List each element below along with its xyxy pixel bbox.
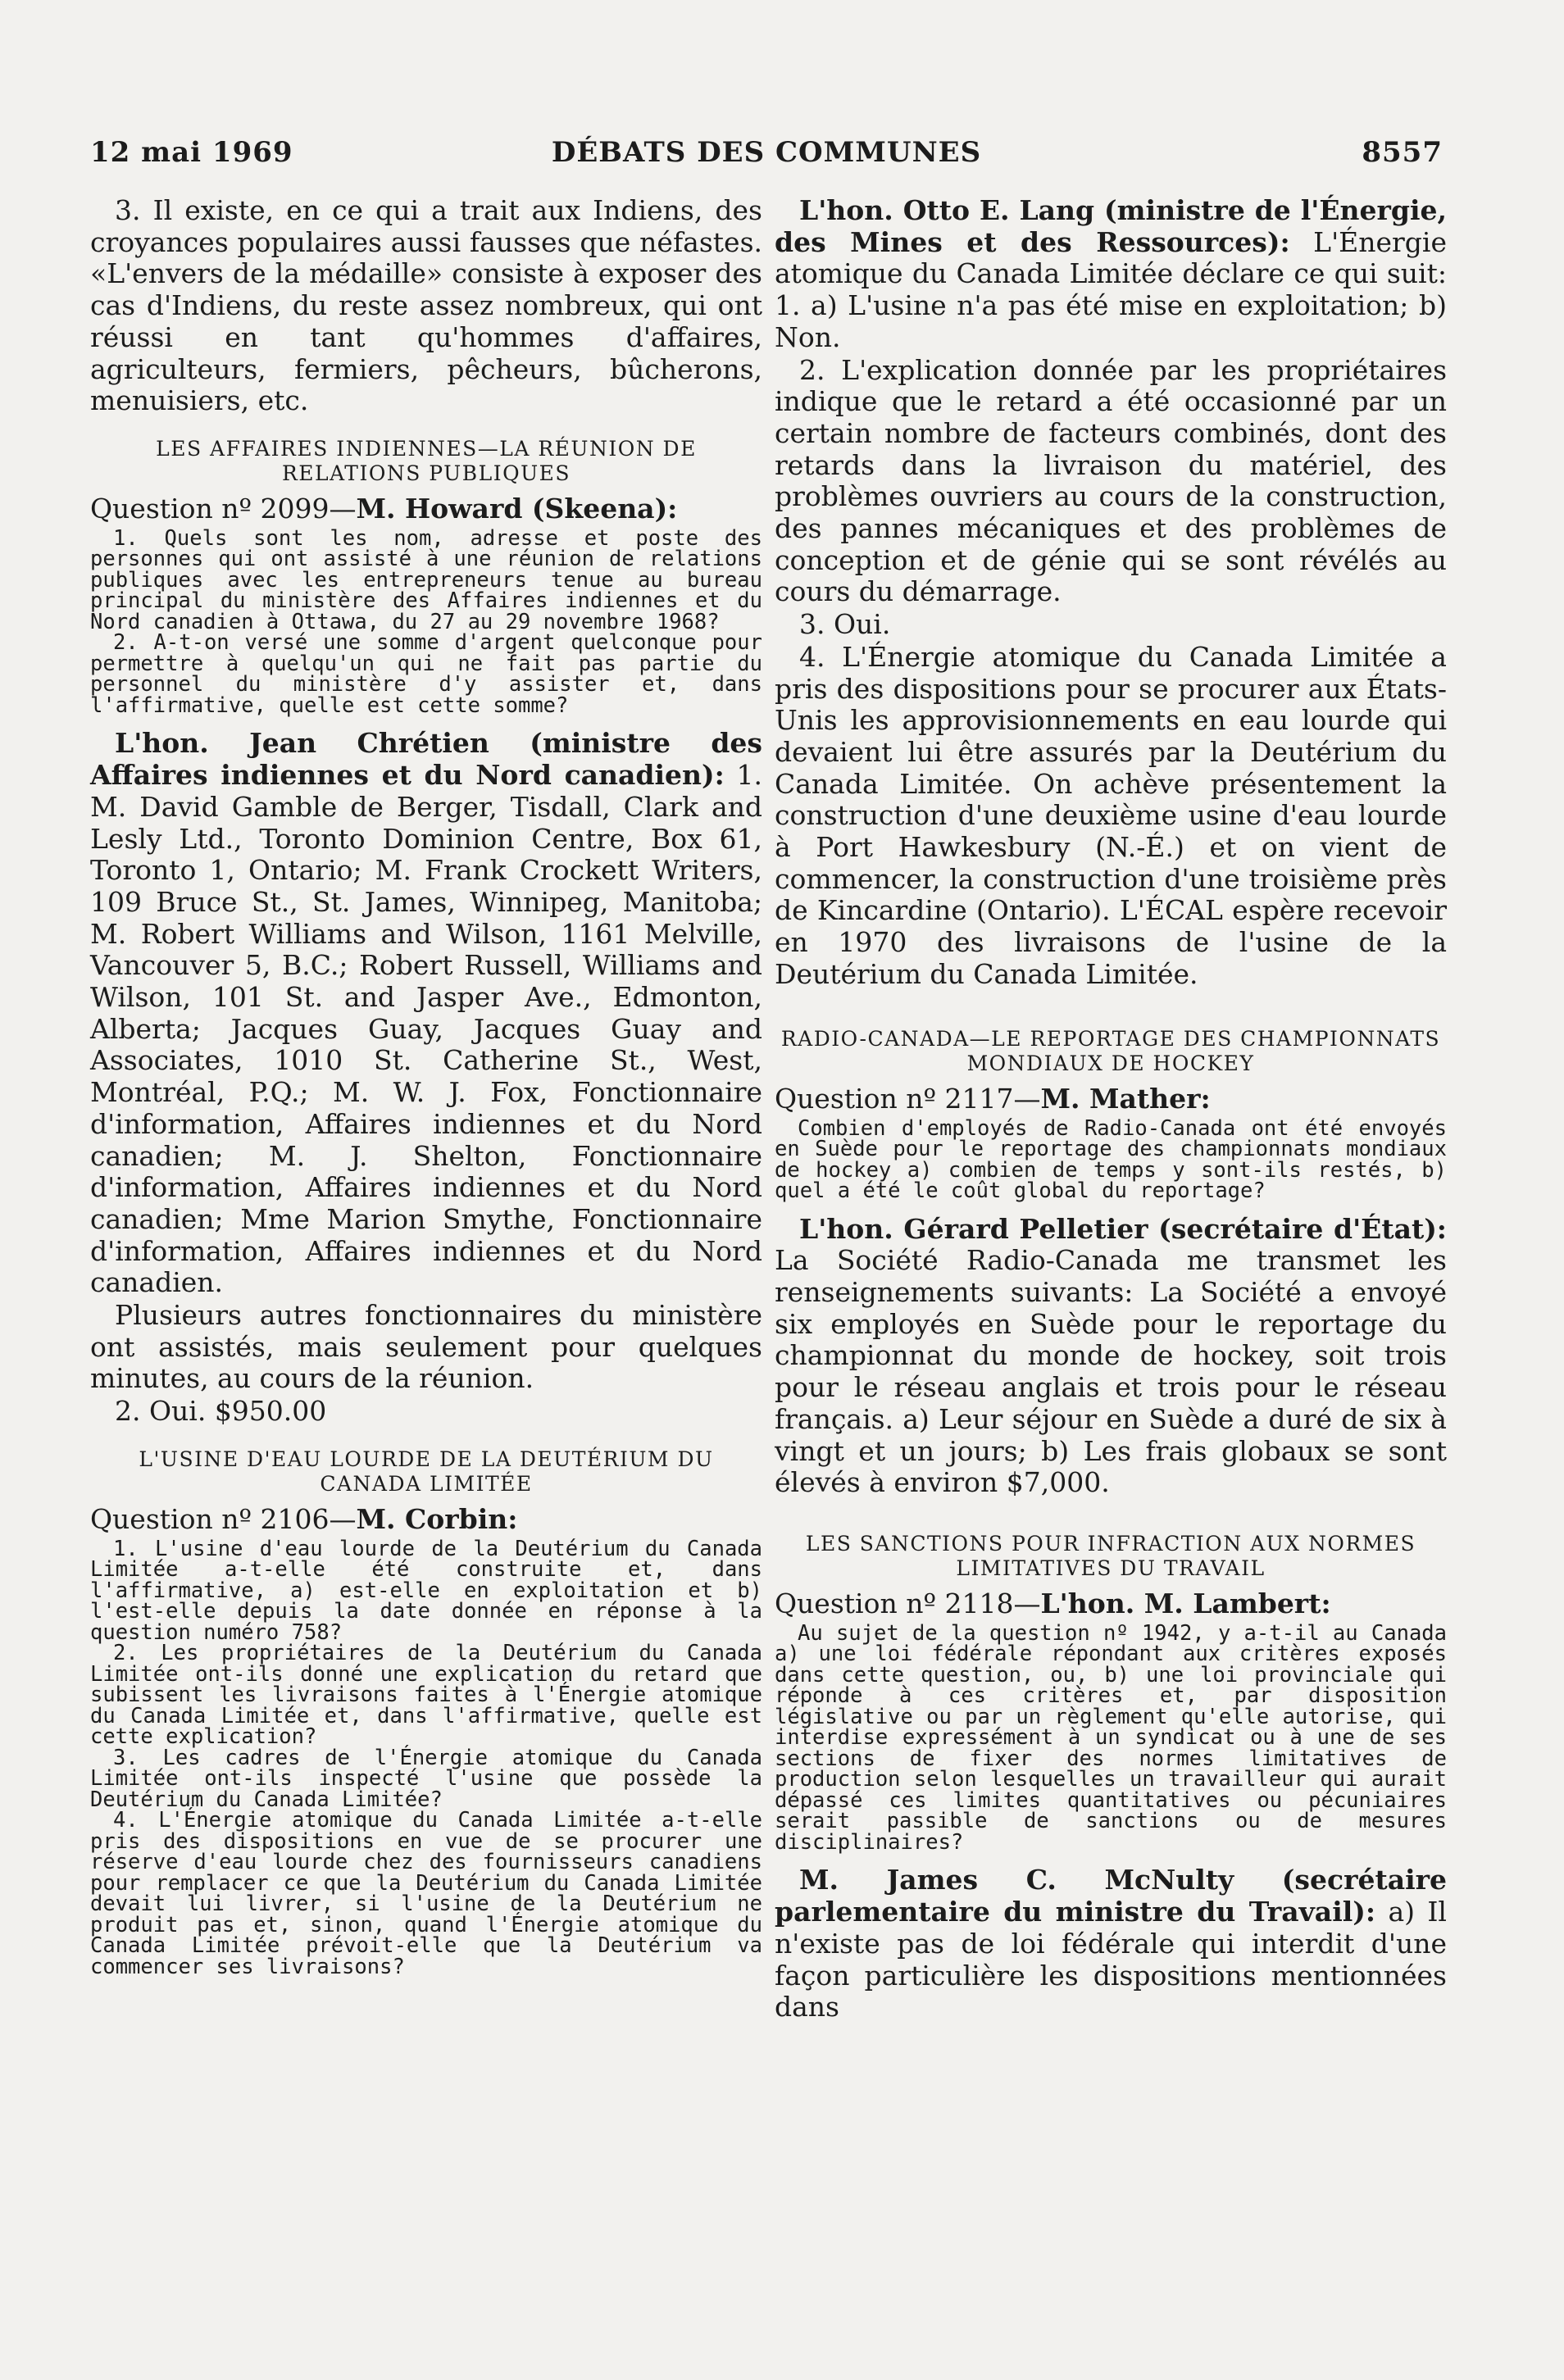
question-line (90, 493, 762, 525)
paragraph: 2. Oui. $950.00 (115, 1395, 327, 1428)
question-line (775, 1083, 1447, 1115)
question-label: Question nº 2106— (90, 1502, 357, 1535)
answer-speaker: L'hon. Gérard Pelletier (secrétaire d'État): (799, 1212, 1447, 1245)
answer-paragraph (775, 195, 1447, 354)
right-column (775, 195, 1447, 2024)
answer-text: La Société Radio-Canada me transmet les renseignements suivants: La Société a envoyé six employés en Suède pour le reportage du championnat du monde de hockey, soit trois pour le réseau anglais et trois pour le réseau français. a) Leur séjour en Suède a duré de six à vingt et un jours; b) Les frais globaux se sont élevés à environ $7,000. (775, 1244, 1447, 1499)
question-line (90, 1503, 762, 1536)
question-text: 4. L'Énergie atomique du Canada Limitée a-t-elle pris des dispositions en vue de se procurer une réserve d'eau lourde chez des fournisseurs canadiens pour remplacer ce que la Deutérium du Canada Limitée devait lui livrer, si l'usine de la Deutérium ne produit pas et, sinon, quand l'Énergie atomique du Canada Limitée prévoit-elle que la Deutérium va commencer ses livraisons? (90, 1808, 762, 1979)
question-label: Question nº 2099— (90, 492, 357, 525)
question-text: 1. L'usine d'eau lourde de la Deutérium du Canada Limitée a-t-elle été construite et, dans l'affirmative, a) est-elle en exploitation et b) l'est-elle depuis la date donnée en réponse à la question numéro 758? (90, 1536, 762, 1645)
question-member: M. Howard (Skeena): (356, 492, 678, 525)
answer-paragraph (90, 728, 762, 1299)
answer-speaker: L'hon. Otto E. Lang (ministre de l'Énergie, des Mines et des Ressources): (775, 194, 1447, 258)
paragraph: 4. L'Énergie atomique du Canada Limitée a pris des dispositions pour se procurer aux États-Unis les approvisionnements en eau lourde qui devaient lui être assurés par la Deutérium du Canada Limitée. On achève présentement la construction d'une deuxième usine d'eau lourde à Port Hawkesbury (N.-É.) et on vient de commencer, la construction d'une troisième près de Kincardine (Ontario). L'ÉCAL espère recevoir en 1970 des livraisons de l'usine de la Deutérium du Canada Limitée. (775, 640, 1447, 990)
question-label: Question nº 2117— (775, 1082, 1041, 1115)
question-label: Question nº 2118— (775, 1587, 1041, 1619)
question-member: L'hon. M. Lambert: (1040, 1587, 1331, 1619)
question-text: Au sujet de la question nº 1942, y a-t-il au Canada a) une loi fédérale répondant aux critères exposés dans cette question, ou, b) une loi provinciale qui réponde à ces critères et, par disposition législative ou par un règlement qu'elle autorise, qui interdise expressément à un syndicat ou à une de ses sections de fixer des normes limitatives de production selon lesquelles un travailleur qui aurait dépassé ces limites quantitatives ou pécuniaires serait passible de sanctions ou de mesures disciplinaires? (775, 1620, 1447, 1855)
section-heading: RADIO-CANADA—LE REPORTAGE DES CHAMPIONNATS MONDIAUX DE HOCKEY (780, 1026, 1441, 1075)
question-text: Combien d'employés de Radio-Canada ont été envoyés en Suède pour le reportage des championnats mondiaux de hockey a) combien de temps y sont-ils restés, b) quel a été le coût global du reportage? (775, 1115, 1447, 1204)
question-text: 2. Les propriétaires de la Deutérium du Canada Limitée ont-ils donné une explication du retard que subissent les livraisons faites à l'Énergie atomique du Canada Limitée et, dans l'affirmative, quelle est cette explication? (90, 1641, 762, 1750)
paragraph: 3. Il existe, en ce qui a trait aux Indiens, des croyances populaires aussi fausses que néfastes. «L'envers de la médaille» consiste à exposer des cas d'Indiens, du reste assez nombreux, qui ont réussi en tant qu'hommes d'affaires, agriculteurs, fermiers, pêcheurs, bûcherons, menuisiers, etc. (90, 194, 762, 417)
paragraph: 3. Oui. (799, 608, 891, 641)
paragraph: 2. L'explication donnée par les propriétaires indique que le retard a été occasionné par un certain nombre de facteurs combinés, dont des retards dans la livraison du matériel, des problèmes ouvriers au cours de la construction, des pannes mécaniques et des problèmes de conception et de génie qui se sont révélés au cours du démarrage. (775, 353, 1447, 608)
question-text: 3. Les cadres de l'Énergie atomique du Canada Limitée ont-ils inspecté l'usine que possède la Deutérium du Canada Limitée? (90, 1745, 762, 1812)
answer-paragraph (775, 1214, 1447, 1499)
header-page-number: 8557 (1362, 136, 1443, 169)
answer-text: 1. M. David Gamble de Berger, Tisdall, Clark and Lesly Ltd., Toronto Dominion Centre, Box 61, Toronto 1, Ontario; M. Frank Crockett Writers, 109 Bruce St., St. James, Winnipeg, Manitoba; M. Robert Williams and Wilson, 1161 Melville, Vancouver 5, B.C.; Robert Russell, Williams and Wilson, 101 St. and Jasper Ave., Edmonton, Alberta; Jacques Guay, Jacques Guay and Associates, 1010 St. Catherine St., West, Montréal, P.Q.; M. W. J. Fox, Fonctionnaire d'information, Affaires indiennes et du Nord canadien; M. J. Shelton, Fonctionnaire d'information, Affaires indiennes et du Nord canadien; Mme Marion Smythe, Fonctionnaire d'information, Affaires indiennes et du Nord canadien. (90, 759, 762, 1299)
question-member: M. Mather: (1040, 1082, 1211, 1115)
answer-paragraph (775, 1864, 1447, 2023)
question-line (775, 1587, 1447, 1620)
answer-text: L'Énergie atomique du Canada Limitée déclare ce qui suit: 1. a) L'usine n'a pas été mise en exploitation; b) Non. (775, 225, 1447, 353)
left-column (90, 195, 762, 1978)
question-member: M. Corbin: (356, 1502, 518, 1535)
page-header (90, 136, 1443, 177)
header-date: 12 mai 1969 (90, 136, 293, 169)
section-heading: L'USINE D'EAU LOURDE DE LA DEUTÉRIUM DU CANADA LIMITÉE (139, 1447, 714, 1496)
answer-speaker: M. James C. McNulty (secrétaire parlementaire du ministre du Travail): (775, 1864, 1447, 1928)
paragraph: Plusieurs autres fonctionnaires du ministère ont assistés, mais seulement pour quelques minutes, au cours de la réunion. (90, 1299, 762, 1395)
question-text: 2. A-t-on versé une somme d'argent quelconque pour permettre à quelqu'un qui ne fait pas partie du personnel du ministère d'y assister et, dans l'affirmative, quelle est cette somme? (90, 630, 762, 718)
question-text: 1. Quels sont les nom, adresse et poste des personnes qui ont assisté à une réunion de relations publiques avec les entrepreneurs tenue au bureau principal du ministère des Affaires indiennes et du Nord canadien à Ottawa, du 27 au 29 novembre 1968? (90, 525, 762, 634)
header-title: DÉBATS DES COMMUNES (551, 136, 982, 169)
answer-speaker: L'hon. Jean Chrétien (ministre des Affaires indiennes et du Nord canadien): (90, 727, 762, 792)
section-heading: LES AFFAIRES INDIENNES—LA RÉUNION DE RELATIONS PUBLIQUES (156, 436, 697, 485)
section-heading: LES SANCTIONS POUR INFRACTION AUX NORMES LIMITATIVES DU TRAVAIL (805, 1531, 1416, 1580)
answer-text: a) Il n'existe pas de loi fédérale qui interdit d'une façon particulière les dispositions mentionnées dans (775, 1896, 1447, 2023)
